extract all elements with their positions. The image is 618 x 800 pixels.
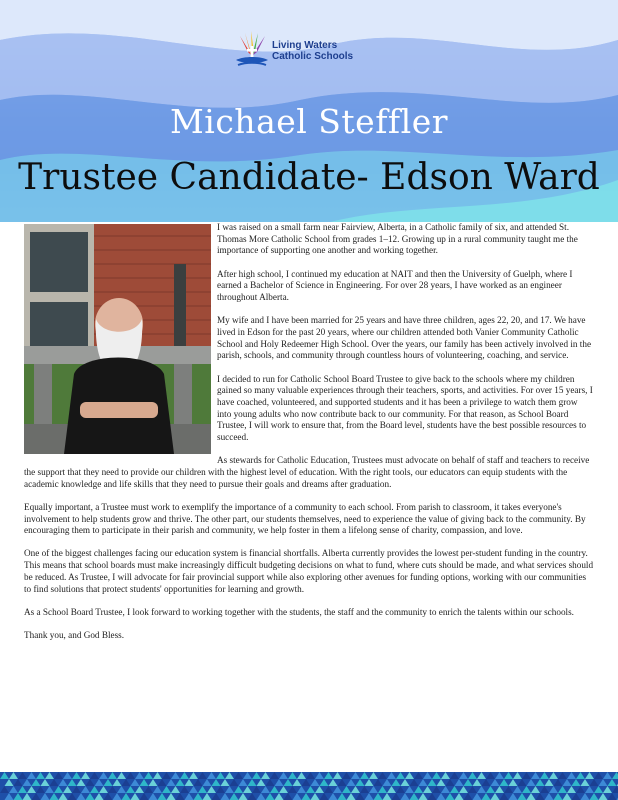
paragraph-community: Equally important, a Trustee must work to exemplify the importance of a community to each school. From parish to classroom, it takes everyone's involvement to help students grow and thrive. The other part, our students themselves, need to experience the value of giving back to the community. By encouraging them to participate in their parish and community, we help foster in them a lifelong sense of charity, compassion, and love. — [24, 501, 586, 536]
rainbow-cross-icon — [234, 30, 270, 70]
paragraph-family: My wife and I have been married for 25 years and have three children, ages 22, 20, and 17. We have lived in Edson for the past 20 years, where our children attended both Vanier Community Catholic School and Holy Redeemer High School. Over the years, our family has been actively involved in the parish, schools, and community through countless hours of volunteering, coaching, and service. — [217, 315, 592, 361]
candidate-title: Trustee Candidate- Edson Ward — [18, 157, 600, 198]
logo-line-2: Catholic Schools — [272, 51, 354, 62]
paragraph-closing: As a School Board Trustee, I look forward to working together with the students, the staff and the community to enrich the talents within our schools. — [24, 606, 574, 617]
footer-pattern — [0, 772, 618, 800]
paragraph-upbringing: I was raised on a small farm near Fairview, Alberta, in a Catholic family of six, and attended St. Thomas More Catholic School from grades 1–12. Growing up in a rural community taught me the importance of supporting one another and working together. — [217, 222, 578, 256]
paragraph-funding: One of the biggest challenges facing our education system is financial shortfalls. Alberta currently provides the lowest per-student funding in the country. This means that school boards must make increasingly difficult budgeting decisions on what to fund, where cuts should be made, and what services should be reduced. As Trustee, I will advocate for fair provincial support while also exploring other avenues for funding options, working with our communities to find solutions that protect students' opportunities for learning and growth. — [24, 548, 594, 594]
paragraph-motivation: I decided to run for Catholic School Board Trustee to give back to the schools where my children gained so many valuable experiences through their teachers, sports, and activities. For over 15 years, I have coached, volunteered, and supported students and it has been a privilege to watch them grow into young adults who now contribute back to our community. For that reason, as School Board Trustee, I will work to ensure that, from the Board level, students have the best possible resources to succeed. — [217, 373, 593, 443]
paragraph-advocacy: As stewards for Catholic Education, Trustees must advocate on behalf of staff and teachers to receive the support that they need to provide our children with the highest level of education. With the right tools, our educators can equip students with the academic knowledge and life skills that they need to pursue their goals and dreams after graduation. — [24, 455, 590, 489]
photo-spacer — [24, 222, 217, 460]
logo-line-1: Living Waters — [272, 40, 338, 51]
paragraph-education: After high school, I continued my education at NAIT and then the University of Guelph, where I earned a Bachelor of Science in Engineering. For over 28 years, I have worked as an engineer throughout Alberta. — [217, 268, 573, 303]
paragraph-signoff: Thank you, and God Bless. — [24, 629, 125, 640]
candidate-name: Michael Steffler — [169, 102, 448, 141]
biography-text — [24, 222, 594, 653]
header-banner — [0, 0, 618, 222]
logo-text — [272, 40, 353, 62]
school-logo — [234, 30, 384, 74]
